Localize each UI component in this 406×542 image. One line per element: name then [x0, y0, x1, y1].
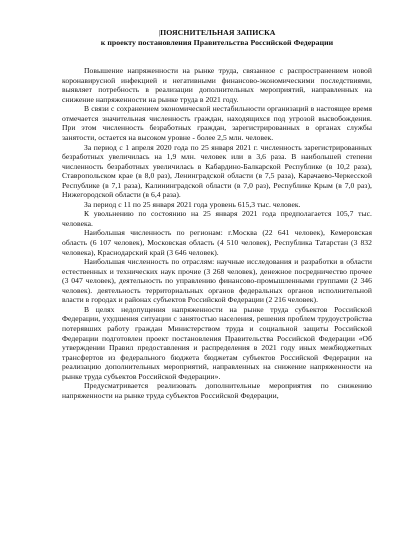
paragraph-intro: Повышение напряженности на рынке труда, связанное с распространением новой коронавирусной инфекцией и негативными финансово-экономическими последствиями, выявляет потребность в реализации дополнительных мероприятий, направленных на снижение напряженности на рынке труда в 2021 году.	[62, 66, 372, 104]
title-spacer	[62, 47, 372, 66]
document-page	[62, 28, 372, 400]
paragraph-unemployment-growth: За период с 1 апреля 2020 года по 25 января 2021 г. численность зарегистрированных безработных увеличилась на 1,9 млн. человек или в 3,6 раза. В наибольшей степени численность безработных увеличилась в Кабардино-Балкарской Республике (в 10,2 раза), Ставропольском крае (в 8,0 раз), Ленинградской области (в 7,5 раза), Карачаево-Черкесской Республике (в 7,1 раза), Калининградской области (в 7,0 раз), Республике Крым (в 7,0 раз), Нижегородской области (в 6,4 раза).	[62, 142, 372, 200]
text-cursor: |	[158, 28, 161, 37]
paragraph-regions: Наибольшая численность по регионам: г.Москва (22 641 человек), Кемеровская область (6 107 человек), Московская область (4 510 человек), Республика Татарстан (3 832 человека), Краснодарский край (3 646 человек).	[62, 228, 372, 257]
document-title	[62, 28, 372, 38]
paragraph-draft-resolution: В целях недопущения напряженности на рынке труда субъектов Российской Федерации, ухудшения ситуации с занятостью населения, решения проблем трудоустройства потерявших работу граждан Министерством труда и социальной защиты Российской Федерации подготовлен проект постановления Правительства Российской Федерации «Об утверждении Правил предоставления и распределения в 2021 году иных межбюджетных трансфертов из федерального бюджета бюджетам субъектов Российской Федерации на реализацию дополнительных мероприятий, направленных на снижение напряженности на рынке труда субъектов Российской Федерации».	[62, 304, 372, 381]
paragraph-measures: Предусматривается реализовать дополнительные мероприятия по снижению напряженности на рынке труда субъектов Российской Федерации,	[62, 381, 372, 400]
document-subtitle: к проекту постановления Правительства Российской Федерации	[100, 37, 334, 47]
document-title-text: ПОЯСНИТЕЛЬНАЯ ЗАПИСКА	[160, 28, 276, 37]
paragraph-january-period: За период с 11 по 25 января 2021 года уровень 615,3 тыс. человек.	[84, 199, 301, 209]
paragraph-industries: Наибольшая численность по отраслям: научные исследования и разработки в области естественных и технических наук прочие (3 268 человек), денежное посредничество прочее (3 047 человек), деятельность по управлению финансово-промышленными группами (2 346 человек). деятельность территориальных органов федеральных органов исполнительной власти в городах и районах субъектов Российской Федерации (2 216 человек).	[62, 257, 372, 305]
paragraph-layoffs: К увольнению по состоянию на 25 января 2021 года предполагается 105,7 тыс. человека.	[62, 209, 372, 228]
paragraph-instability: В связи с сохранением экономической нестабильности организаций в настоящее время отмечается значительная численность граждан, находящихся под угрозой высвобождения. При этом численность безработных граждан, зарегистрированных в органах службы занятости, остается на высоком уровне - более 2,5 млн. человек.	[62, 104, 372, 143]
